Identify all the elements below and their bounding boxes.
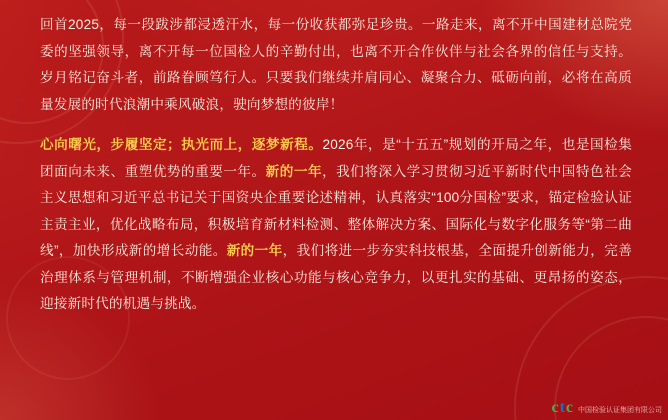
- paragraph-2-highlight-1: 心向曙光，步履坚定；执光而上，逐梦新程。: [40, 137, 323, 152]
- ctc-logo: [551, 399, 574, 417]
- article-body: [40, 12, 632, 330]
- logo-letter-c1: c: [551, 399, 560, 416]
- paragraph-2-highlight-2: 新的一年: [265, 163, 323, 179]
- paragraph-1: [40, 12, 632, 118]
- corporate-name: 中国检验认证集团有限公司: [578, 407, 662, 414]
- footer: [551, 399, 662, 417]
- paragraph-2-highlight-3: 新的一年: [226, 243, 283, 258]
- paragraph-2-run-4: ，我们将深入学习贯彻习近平新时代中国特色社会主义思想和习近平总书记关于国资央企重要论述精神，认真落实“100分国检”要求，锚定检验认证主责主业，优化战略布局，积极培育新材料检测、整体解决方案、国际化与数字化服务等“第二曲线”，加快形成新的增长动能。: [40, 163, 632, 258]
- paragraph-2-run-2: 2026年，是“十五五”规划的开局之年，也是国检集团面向未来、重塑优势的重要一年。: [40, 137, 632, 179]
- logo-letter-t: t: [559, 399, 566, 416]
- logo-letter-c2: c: [565, 399, 574, 416]
- paragraph-2-run-6: ，我们将进一步夯实科技根基，全面提升创新能力，完善治理体系与管理机制，不断增强企业核心功能与核心竞争力，以更扎实的基础、更昂扬的姿态，迎接新时代的机遇与挑战。: [40, 243, 632, 311]
- paragraph-2: [40, 132, 632, 318]
- paragraph-1-run-1: 回首2025，每一段跋涉都浸透汗水，每一份收获都弥足珍贵。一路走来，离不开中国建材总院党委的坚强领导，离不开每一位国检人的辛勤付出，也离不开合作伙伴与社会各界的信任与支持。岁月铭记奋斗者，前路眷顾笃行人。只要我们继续并肩同心、凝聚合力、砥砺向前，必将在高质量发展的时代浪潮中乘风破浪，驶向梦想的彼岸！: [40, 17, 632, 112]
